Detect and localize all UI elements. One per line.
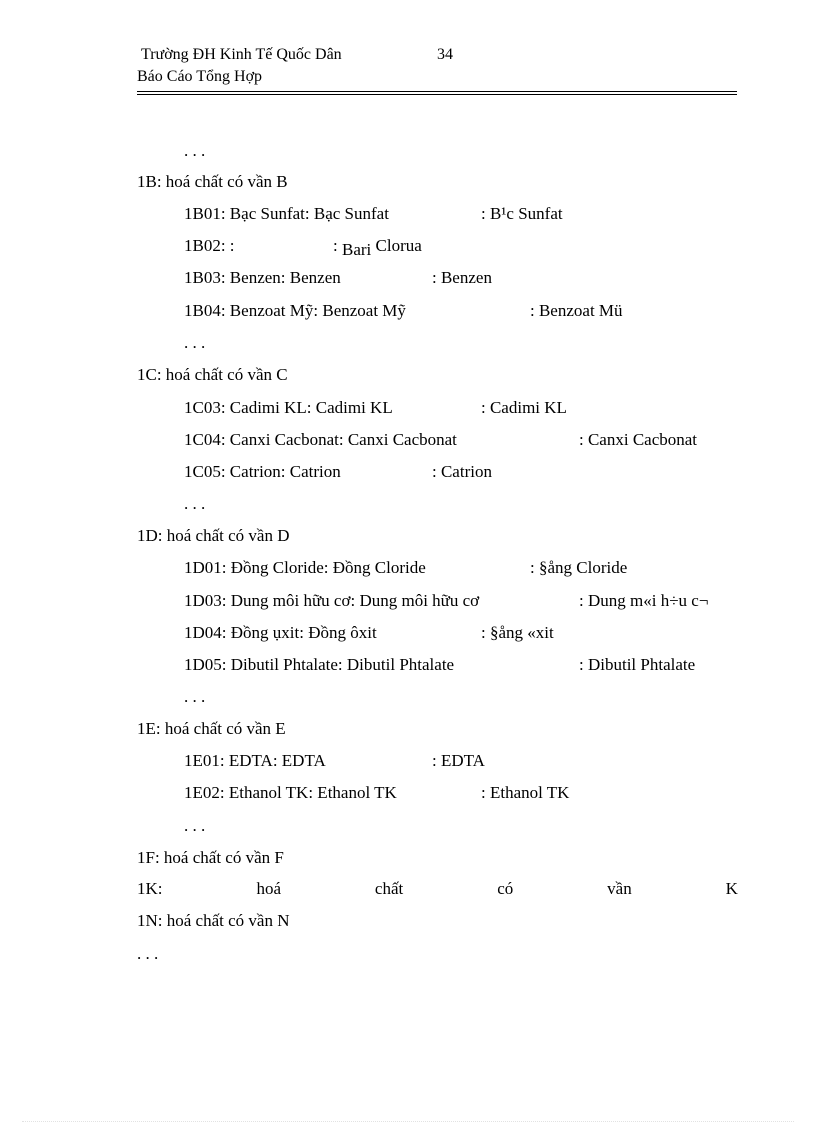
item-alt-prefix: : — [333, 236, 338, 255]
ellipsis: . . . — [137, 944, 159, 963]
item-alt-name — [333, 236, 422, 259]
item-code-name: 1C04: Canxi Cacbonat: Canxi Cacbonat — [184, 430, 457, 449]
section-heading-f: 1F: hoá chất có vần F — [137, 848, 284, 867]
item-alt-name: : Catrion — [432, 462, 492, 481]
item-alt-name: : B¹c Sunfat — [481, 204, 563, 223]
k-word: 1K: — [137, 879, 163, 898]
item-alt-name: : Ethanol TK — [481, 783, 570, 802]
item-alt-name: : Canxi Cacbonat — [579, 430, 698, 449]
header-rule-bottom — [137, 94, 737, 95]
item-code-name: 1D01: Đồng Cloride: Đồng Cloride — [184, 558, 426, 577]
k-word: hoá — [256, 879, 281, 898]
item-alt-subscript: Bari — [341, 240, 372, 259]
header-page-number: 34 — [437, 46, 453, 63]
item-alt-name: : §ång Cloride — [530, 558, 628, 577]
item-code-name: 1D05: Dibutil Phtalate: Dibutil Phtalate — [184, 655, 455, 674]
item-alt-name: : Dung m«i h÷u c¬ — [579, 591, 709, 610]
ellipsis: . . . — [184, 687, 206, 706]
item-code-name: 1B03: Benzen: Benzen — [184, 268, 341, 287]
ellipsis: . . . — [184, 141, 206, 160]
header-report-title: Báo Cáo Tổng Hợp — [137, 68, 263, 85]
ellipsis: . . . — [184, 816, 206, 835]
item-alt-name: : EDTA — [432, 751, 485, 770]
item-alt-name: : §ång «xit — [481, 623, 554, 642]
header-rule-top — [137, 91, 737, 92]
section-heading-n: 1N: hoá chất có vần N — [137, 911, 290, 930]
item-code-name: 1E02: Ethanol TK: Ethanol TK — [184, 783, 397, 802]
section-heading-b: 1B: hoá chất có vần B — [137, 172, 288, 191]
item-code-name: 1B02: : — [184, 236, 235, 255]
page-bottom-dotted-line — [22, 1121, 794, 1122]
ellipsis: . . . — [184, 494, 206, 513]
item-code-name: 1E01: EDTA: EDTA — [184, 751, 326, 770]
k-word: vần — [607, 879, 632, 898]
item-code-name: 1D04: Đồng ụxit: Đồng ôxit — [184, 623, 377, 642]
item-alt-name: : Cadimi KL — [481, 398, 567, 417]
item-code-name: 1B01: Bạc Sunfat: Bạc Sunfat — [184, 204, 389, 223]
item-code-name: 1C03: Cadimi KL: Cadimi KL — [184, 398, 393, 417]
item-alt-name: : Benzen — [432, 268, 492, 287]
header-university: Trường ĐH Kinh Tế Quốc Dân — [141, 46, 342, 63]
section-heading-d: 1D: hoá chất có vần D — [137, 526, 290, 545]
item-alt-name: : Dibutil Phtalate — [579, 655, 696, 674]
k-word: có — [497, 879, 514, 898]
item-code-name: 1B04: Benzoat Mỹ: Benzoat Mỹ — [184, 301, 406, 320]
item-alt-name: : Benzoat Mü — [530, 301, 623, 320]
k-word: chất — [374, 879, 404, 898]
k-word: K — [725, 879, 738, 898]
ellipsis: . . . — [184, 333, 206, 352]
section-heading-k — [137, 879, 738, 899]
section-heading-c: 1C: hoá chất có vần C — [137, 365, 288, 384]
section-heading-e: 1E: hoá chất có vần E — [137, 719, 286, 738]
item-alt-suffix: Clorua — [375, 236, 422, 255]
item-code-name: 1D03: Dung môi hữu cơ: Dung môi hữu cơ — [184, 591, 480, 610]
item-code-name: 1C05: Catrion: Catrion — [184, 462, 341, 481]
